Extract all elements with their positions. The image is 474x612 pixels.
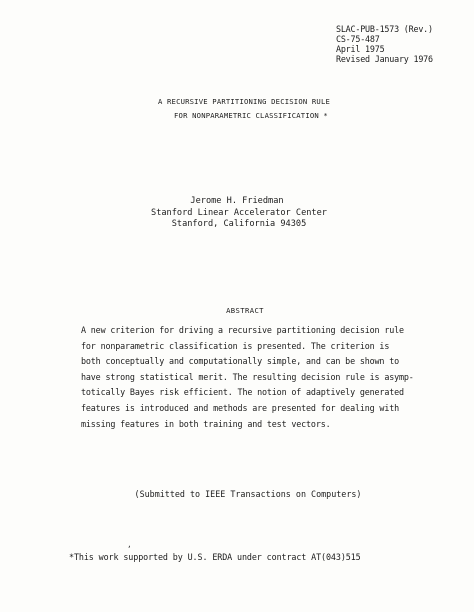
abstract-line: missing features in both training and test vectors. [81,418,331,429]
abstract-heading: ABSTRACT [226,306,264,315]
paper-title [0,95,474,123]
abstract-line: both conceptually and computationally simple, and can be shown to [81,356,399,367]
revision-date: Revised January 1976 [336,54,433,64]
abstract-body [81,323,461,432]
cs-number: CS-75-487 [336,34,380,44]
abstract-line: totically Bayes risk efficient. The notion of adaptively generated [81,387,404,398]
author-name: Jerome H. Friedman [190,196,284,206]
author-affiliation: Stanford Linear Accelerator Center [151,207,327,218]
report-date: April 1975 [336,44,385,54]
report-metadata [336,24,433,64]
author-block [0,196,474,231]
title-line-1: A RECURSIVE PARTITIONING DECISION RULE [157,97,331,106]
stray-mark: , [127,540,132,549]
abstract-line: for nonparametric classification is presented. The criterion is [81,340,390,351]
title-line-2: FOR NONPARAMETRIC CLASSIFICATION * [174,111,328,120]
abstract-line: have strong statistical merit. The resulting decision rule is asymp- [81,371,414,382]
author-location: Stanford, California 94305 [171,219,307,229]
abstract-line: features is introduced and methods are presented for dealing with [81,402,399,413]
submission-note: (Submitted to IEEE Transactions on Computers) [134,489,362,499]
abstract-line: A new criterion for driving a recursive partitioning decision rule [81,325,404,335]
funding-footnote: *This work supported by U.S. ERDA under contract AT(043)515 [69,552,361,562]
report-number: SLAC-PUB-1573 (Rev.) [336,24,433,34]
